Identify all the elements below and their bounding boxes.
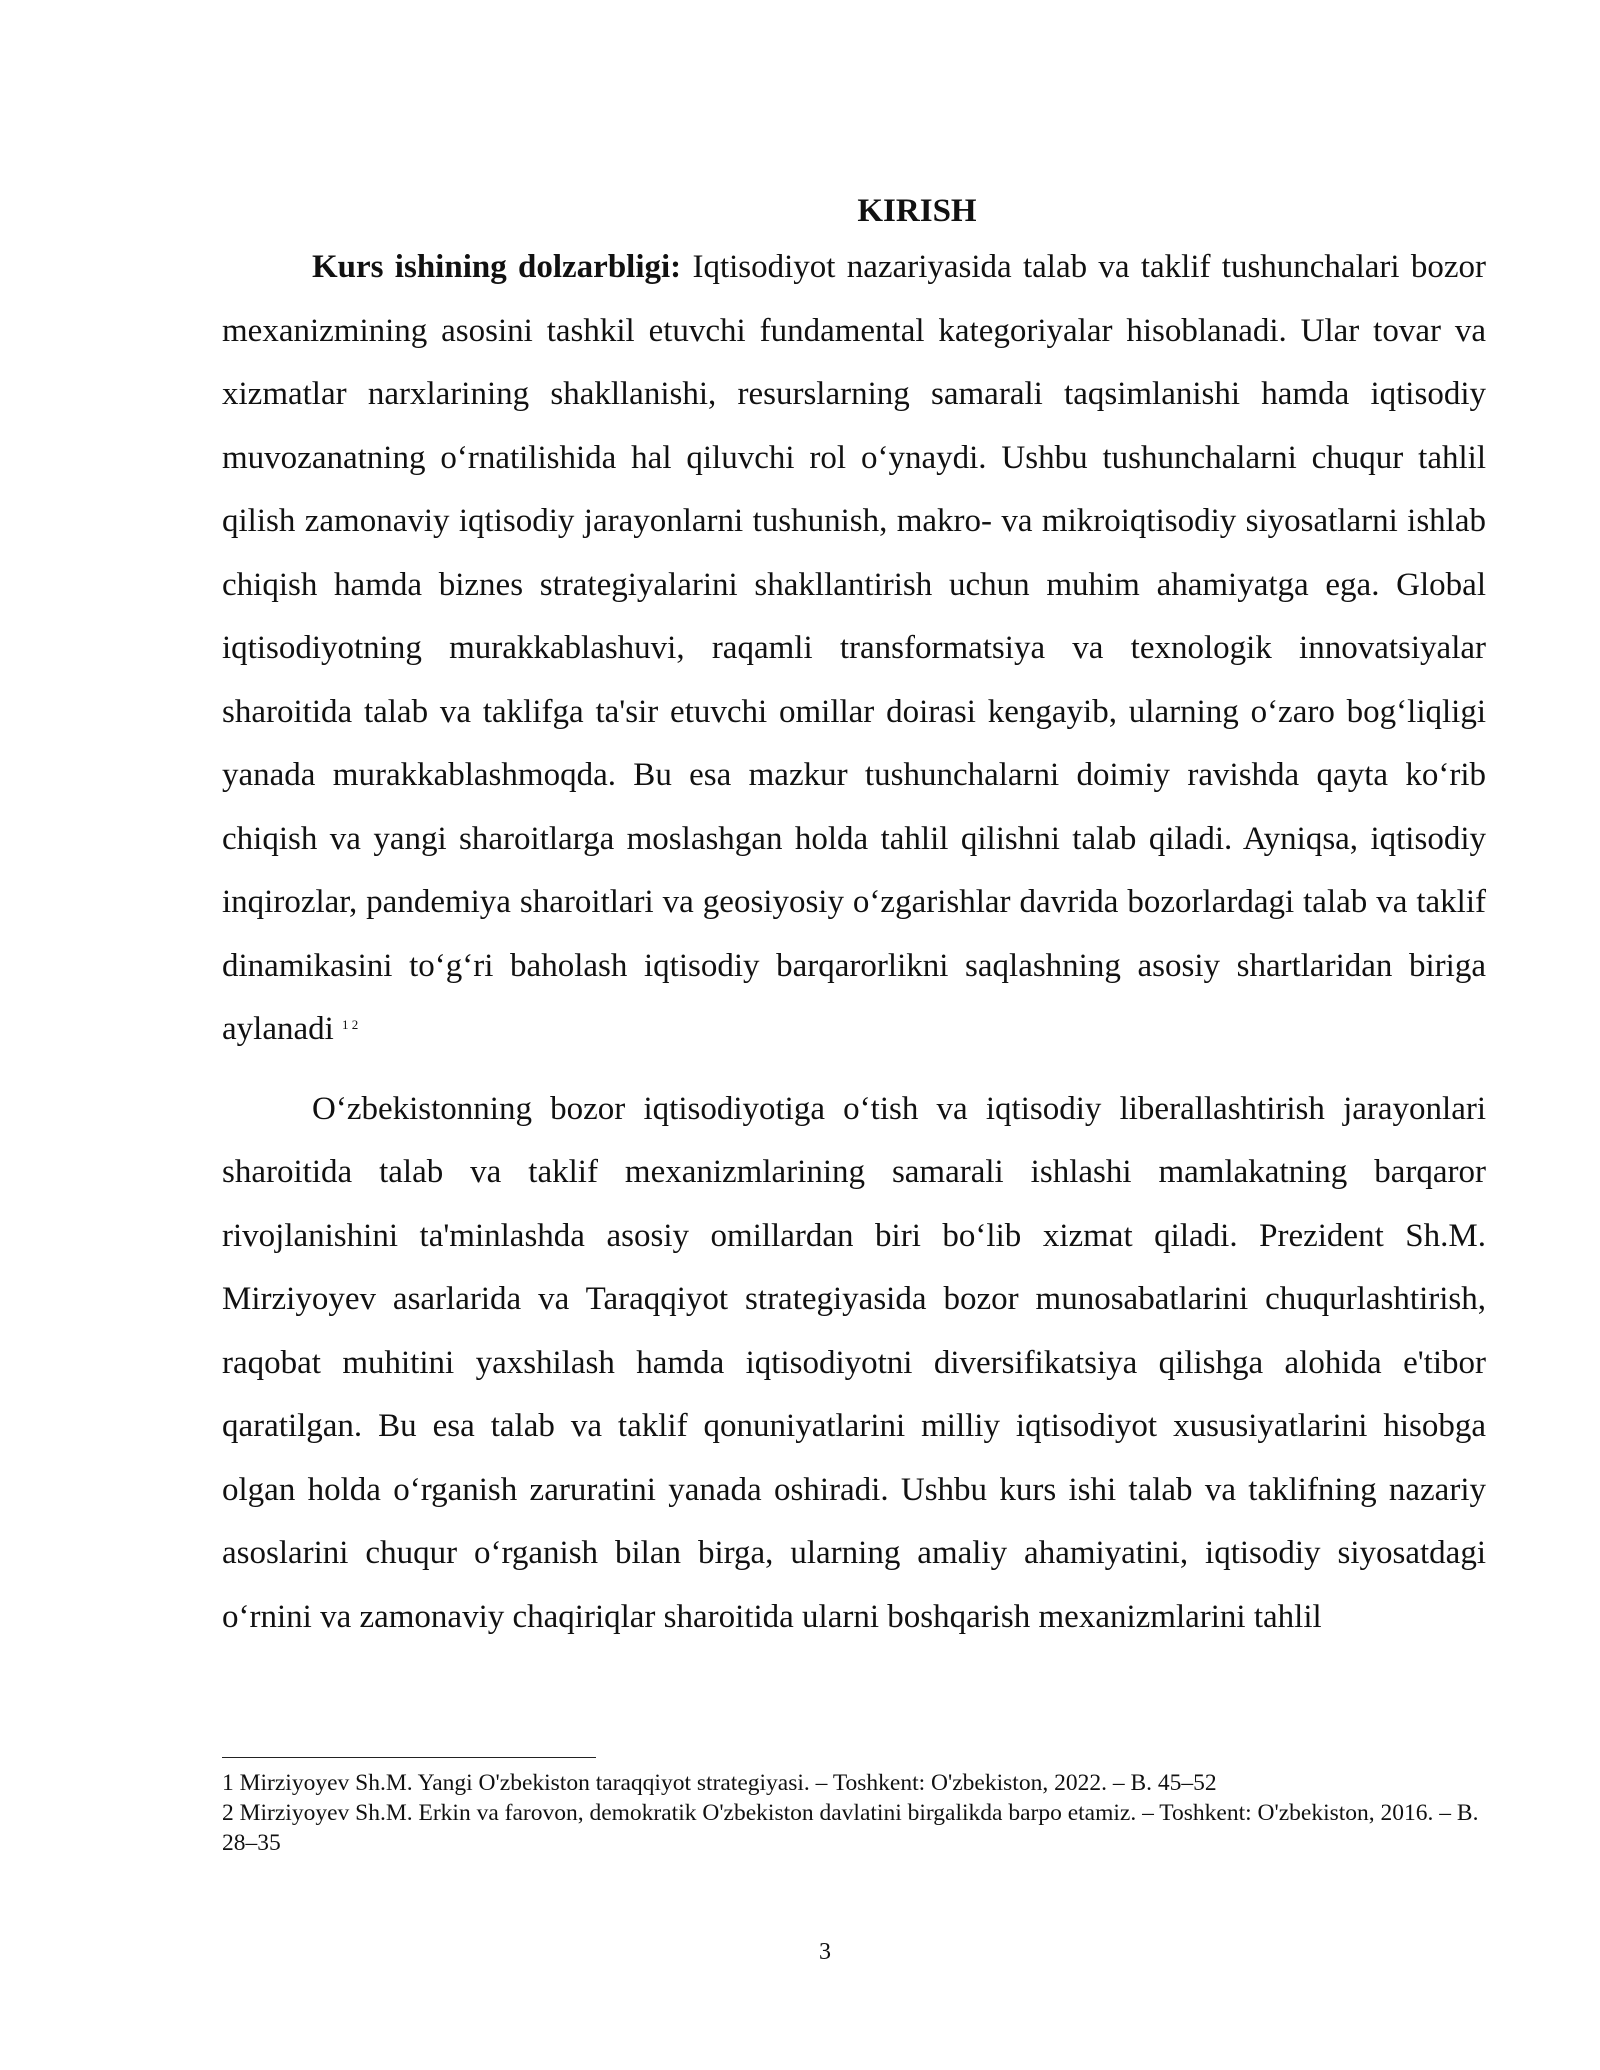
main-text — [222, 186, 1486, 1649]
footnotes-section — [222, 1757, 1486, 1858]
footnote-reference[interactable]: 1 2 — [342, 1017, 359, 1032]
paragraph-lead: Kurs ishining dolzarbligi: — [312, 249, 682, 285]
footnote-2: 2 Mirziyoyev Sh.M. Erkin va farovon, demokratik O'zbekiston davlatini birgalikda barpo etamiz. – Toshkent: O'zbekiston, 2016. – B. 28–35 — [222, 1800, 1479, 1856]
page-number: 3 — [819, 1939, 831, 1965]
footnote-1: 1 Mirziyoyev Sh.M. Yangi O'zbekiston taraqqiyot strategiyasi. – Toshkent: O'zbekiston, 2022. – B. 45–52 — [222, 1770, 1217, 1796]
paragraph-text: O‘zbekistonning bozor iqtisodiyotiga o‘tish va iqtisodiy liberallashtirish jarayonlari sharoitida talab va taklif mexanizmlarining samarali ishlashi mamlakatning barqaror rivojlanishini ta'minlashda asosiy omillardan biri bo‘lib xizmat qiladi. Prezident Sh.M. Mirziyoyev asarlarida va Taraqqiyot strategiyasida bozor munosabatlarini chuqurlashtirish, raqobat muhitini yaxshilash hamda iqtisodiyotni diversifikatsiya qilishga alohida e'tibor qaratilgan. Bu esa talab va taklif qonuniyatlarini milliy iqtisodiyot xususiyatlarini hisobga olgan holda o‘rganish zaruratini yanada oshiradi. Ushbu kurs ishi talab va taklifning nazariy asoslarini chuqur o‘rganish bilan birga, ularning amaliy ahamiyatini, iqtisodiy siyosatdagi o‘rnini va zamonaviy chaqiriqlar sharoitida ularni boshqarish mexanizmlarini tahlil — [222, 1090, 1486, 1635]
section-title: KIRISH — [857, 193, 977, 229]
paragraph-uzbekistan — [222, 1078, 1486, 1650]
paragraph-relevance — [222, 236, 1486, 1062]
footnote-separator — [222, 1757, 596, 1758]
paragraph-text: Iqtisodiyot nazariyasida talab va taklif tushunchalari bozor mexanizmining asosini tashkil etuvchi fundamental kategoriyalar hisoblanadi. Ular tovar va xizmatlar narxlarining shakllanishi, resurslarning samarali taqsimlanishi hamda iqtisodiy muvozanatning o‘rnatilishida hal qiluvchi rol o‘ynaydi. Ushbu tushunchalarni chuqur tahlil qilish zamonaviy iqtisodiy jarayonlarni tushunish, makro- va mikroiqtisodiy siyosatlarni ishlab chiqish hamda biznes strategiyalarini shakllantirish uchun muhim ahamiyatga ega. Global iqtisodiyotning murakkablashuvi, raqamli transformatsiya va texnologik innovatsiyalar sharoitida talab va taklifga ta'sir etuvchi omillar doirasi kengayib, ularning o‘zaro bog‘liqligi yanada murakkablashmoqda. Bu esa mazkur tushunchalarni doimiy ravishda qayta ko‘rib chiqish va yangi sharoitlarga moslashgan holda tahlil qilishni talab qiladi. Ayniqsa, iqtisodiy inqirozlar, pandemiya sharoitlari va geosiyosiy o‘zgarishlar davrida bozorlardagi talab va taklif dinamikasini to‘g‘ri baholash iqtisodiy barqarorlikni saqlashning asosiy shartlaridan biriga aylanadi — [222, 249, 1486, 1047]
